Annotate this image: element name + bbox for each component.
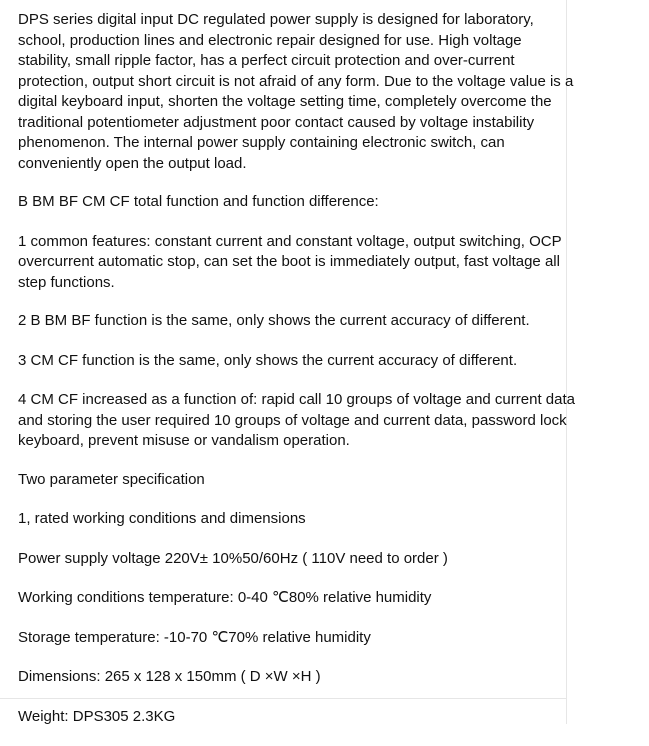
cm-cf-paragraph: 3 CM CF function is the same, only shows the current accuracy of different. xyxy=(18,351,518,369)
storage-temperature-line: Storage temperature: -10-70 ℃70% relative humidity xyxy=(18,628,371,646)
common-features-paragraph: 1 common features: constant current and constant voltage, output switching, OCP overcurrent automatic stop, can set the boot is immediately output, fast voltage all step functions. xyxy=(18,232,562,291)
product-description xyxy=(18,10,578,746)
working-temperature-line: Working conditions temperature: 0-40 ℃80% relative humidity xyxy=(18,589,432,606)
b-bm-bf-paragraph: 2 B BM BF function is the same, only shows the current accuracy of different. xyxy=(18,312,530,329)
rated-conditions-heading: 1, rated working conditions and dimensions xyxy=(18,510,306,527)
intro-paragraph: DPS series digital input DC regulated power supply is designed for laboratory, school, production lines and electronic repair designed for use. High voltage stability, small ripple factor, has a perfect circuit protection and over-current protection, output short circuit is not afraid of any form. Due to the voltage value is a digital keyboard input, shorten the voltage setting time, completely overcome the traditional potentiometer adjustment poor contact caused by voltage instability phenomenon. The internal power supply containing electronic switch, can conveniently open the output load. xyxy=(18,11,574,172)
dimensions-line: Dimensions: 265 x 128 x 150mm ( D ×W ×H ) xyxy=(18,668,321,685)
weight-line: Weight: DPS305 2.3KG xyxy=(18,707,176,725)
cm-cf-extra-paragraph: 4 CM CF increased as a function of: rapid call 10 groups of voltage and current data and storing the user required 10 groups of voltage and current data, password lock keyboard, prevent misuse or vandalism operation. xyxy=(18,391,575,449)
function-difference-heading: B BM BF CM CF total function and function difference: xyxy=(18,193,379,210)
power-supply-voltage-line: Power supply voltage 220V± 10%50/60Hz ( 110V need to order ) xyxy=(18,549,448,567)
parameter-spec-heading: Two parameter specification xyxy=(18,470,205,488)
